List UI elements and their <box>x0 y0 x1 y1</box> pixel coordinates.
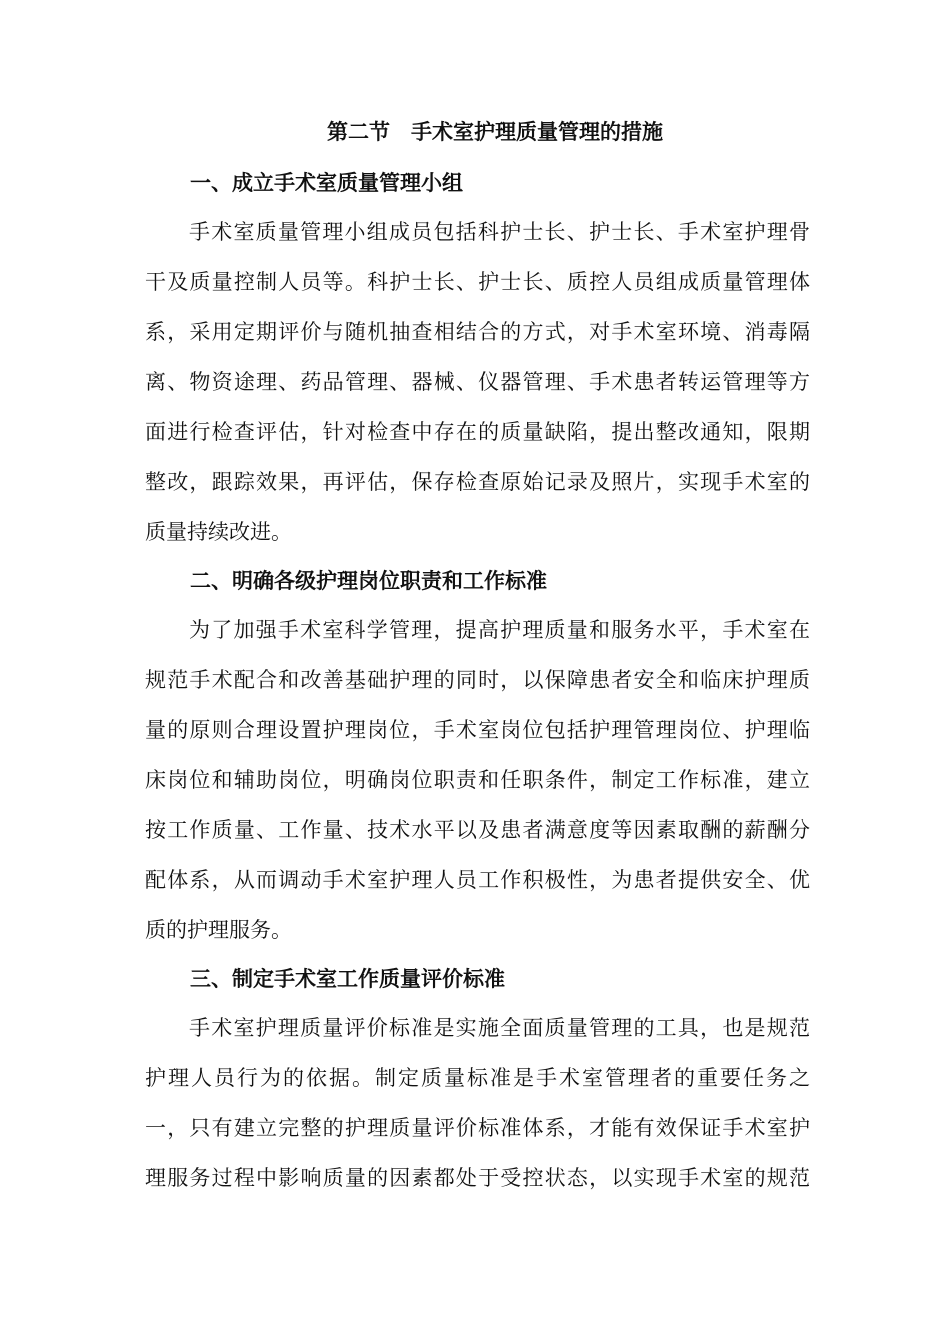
section-heading-1: 一、成立手术室质量管理小组 <box>190 171 463 195</box>
section-heading-2: 二、明确各级护理岗位职责和工作标准 <box>190 569 547 593</box>
paragraph-line: 为了加强手术室科学管理，提高护理质量和服务水平，手术室在 <box>189 618 810 642</box>
paragraph-line: 规范手术配合和改善基础护理的同时，以保障患者安全和临床护理质 <box>145 668 810 692</box>
paragraph-line: 床岗位和辅助岗位，明确岗位职责和任职条件，制定工作标准，建立 <box>145 768 810 792</box>
paragraph-line: 离、物资途理、药品管理、器械、仪器管理、手术患者转运管理等方 <box>145 370 810 394</box>
paragraph-line: 质的护理服务。 <box>145 918 292 942</box>
paragraph-line: 配体系，从而调动手术室护理人员工作积极性，为患者提供安全、优 <box>145 868 810 892</box>
paragraph-line: 面进行检查评估，针对检查中存在的质量缺陷，提出整改通知，限期 <box>145 420 810 444</box>
paragraph-line: 量的原则合理设置护理岗位，手术室岗位包括护理管理岗位、护理临 <box>145 718 810 742</box>
paragraph-line: 按工作质量、工作量、技术水平以及患者满意度等因素取酬的薪酬分 <box>145 818 810 842</box>
document-title: 第二节 手术室护理质量管理的措施 <box>327 120 663 144</box>
paragraph-line: 质量持续改进。 <box>145 520 292 544</box>
paragraph-line: 手术室质量管理小组成员包括科护士长、护士长、手术室护理骨 <box>189 220 810 244</box>
paragraph-line: 系，采用定期评价与随机抽查相结合的方式，对手术室环境、消毒隔 <box>145 320 810 344</box>
section-heading-3: 三、制定手术室工作质量评价标准 <box>190 967 505 991</box>
section-paragraph-2 <box>145 610 810 960</box>
paragraph-line: 护理人员行为的依据。制定质量标准是手术室管理者的重要任务之 <box>145 1066 810 1090</box>
section-paragraph-3 <box>145 1008 810 1208</box>
paragraph-line: 整改，跟踪效果，再评估，保存检查原始记录及照片，实现手术室的 <box>145 470 810 494</box>
paragraph-line: 一，只有建立完整的护理质量评价标准体系，才能有效保证手术室护 <box>145 1116 810 1140</box>
paragraph-line: 手术室护理质量评价标准是实施全面质量管理的工具，也是规范 <box>189 1016 810 1040</box>
section-paragraph-1 <box>145 212 810 562</box>
paragraph-line: 干及质量控制人员等。科护士长、护士长、质控人员组成质量管理体 <box>145 270 810 294</box>
paragraph-line: 理服务过程中影响质量的因素都处于受控状态，以实现手术室的规范 <box>145 1166 810 1190</box>
